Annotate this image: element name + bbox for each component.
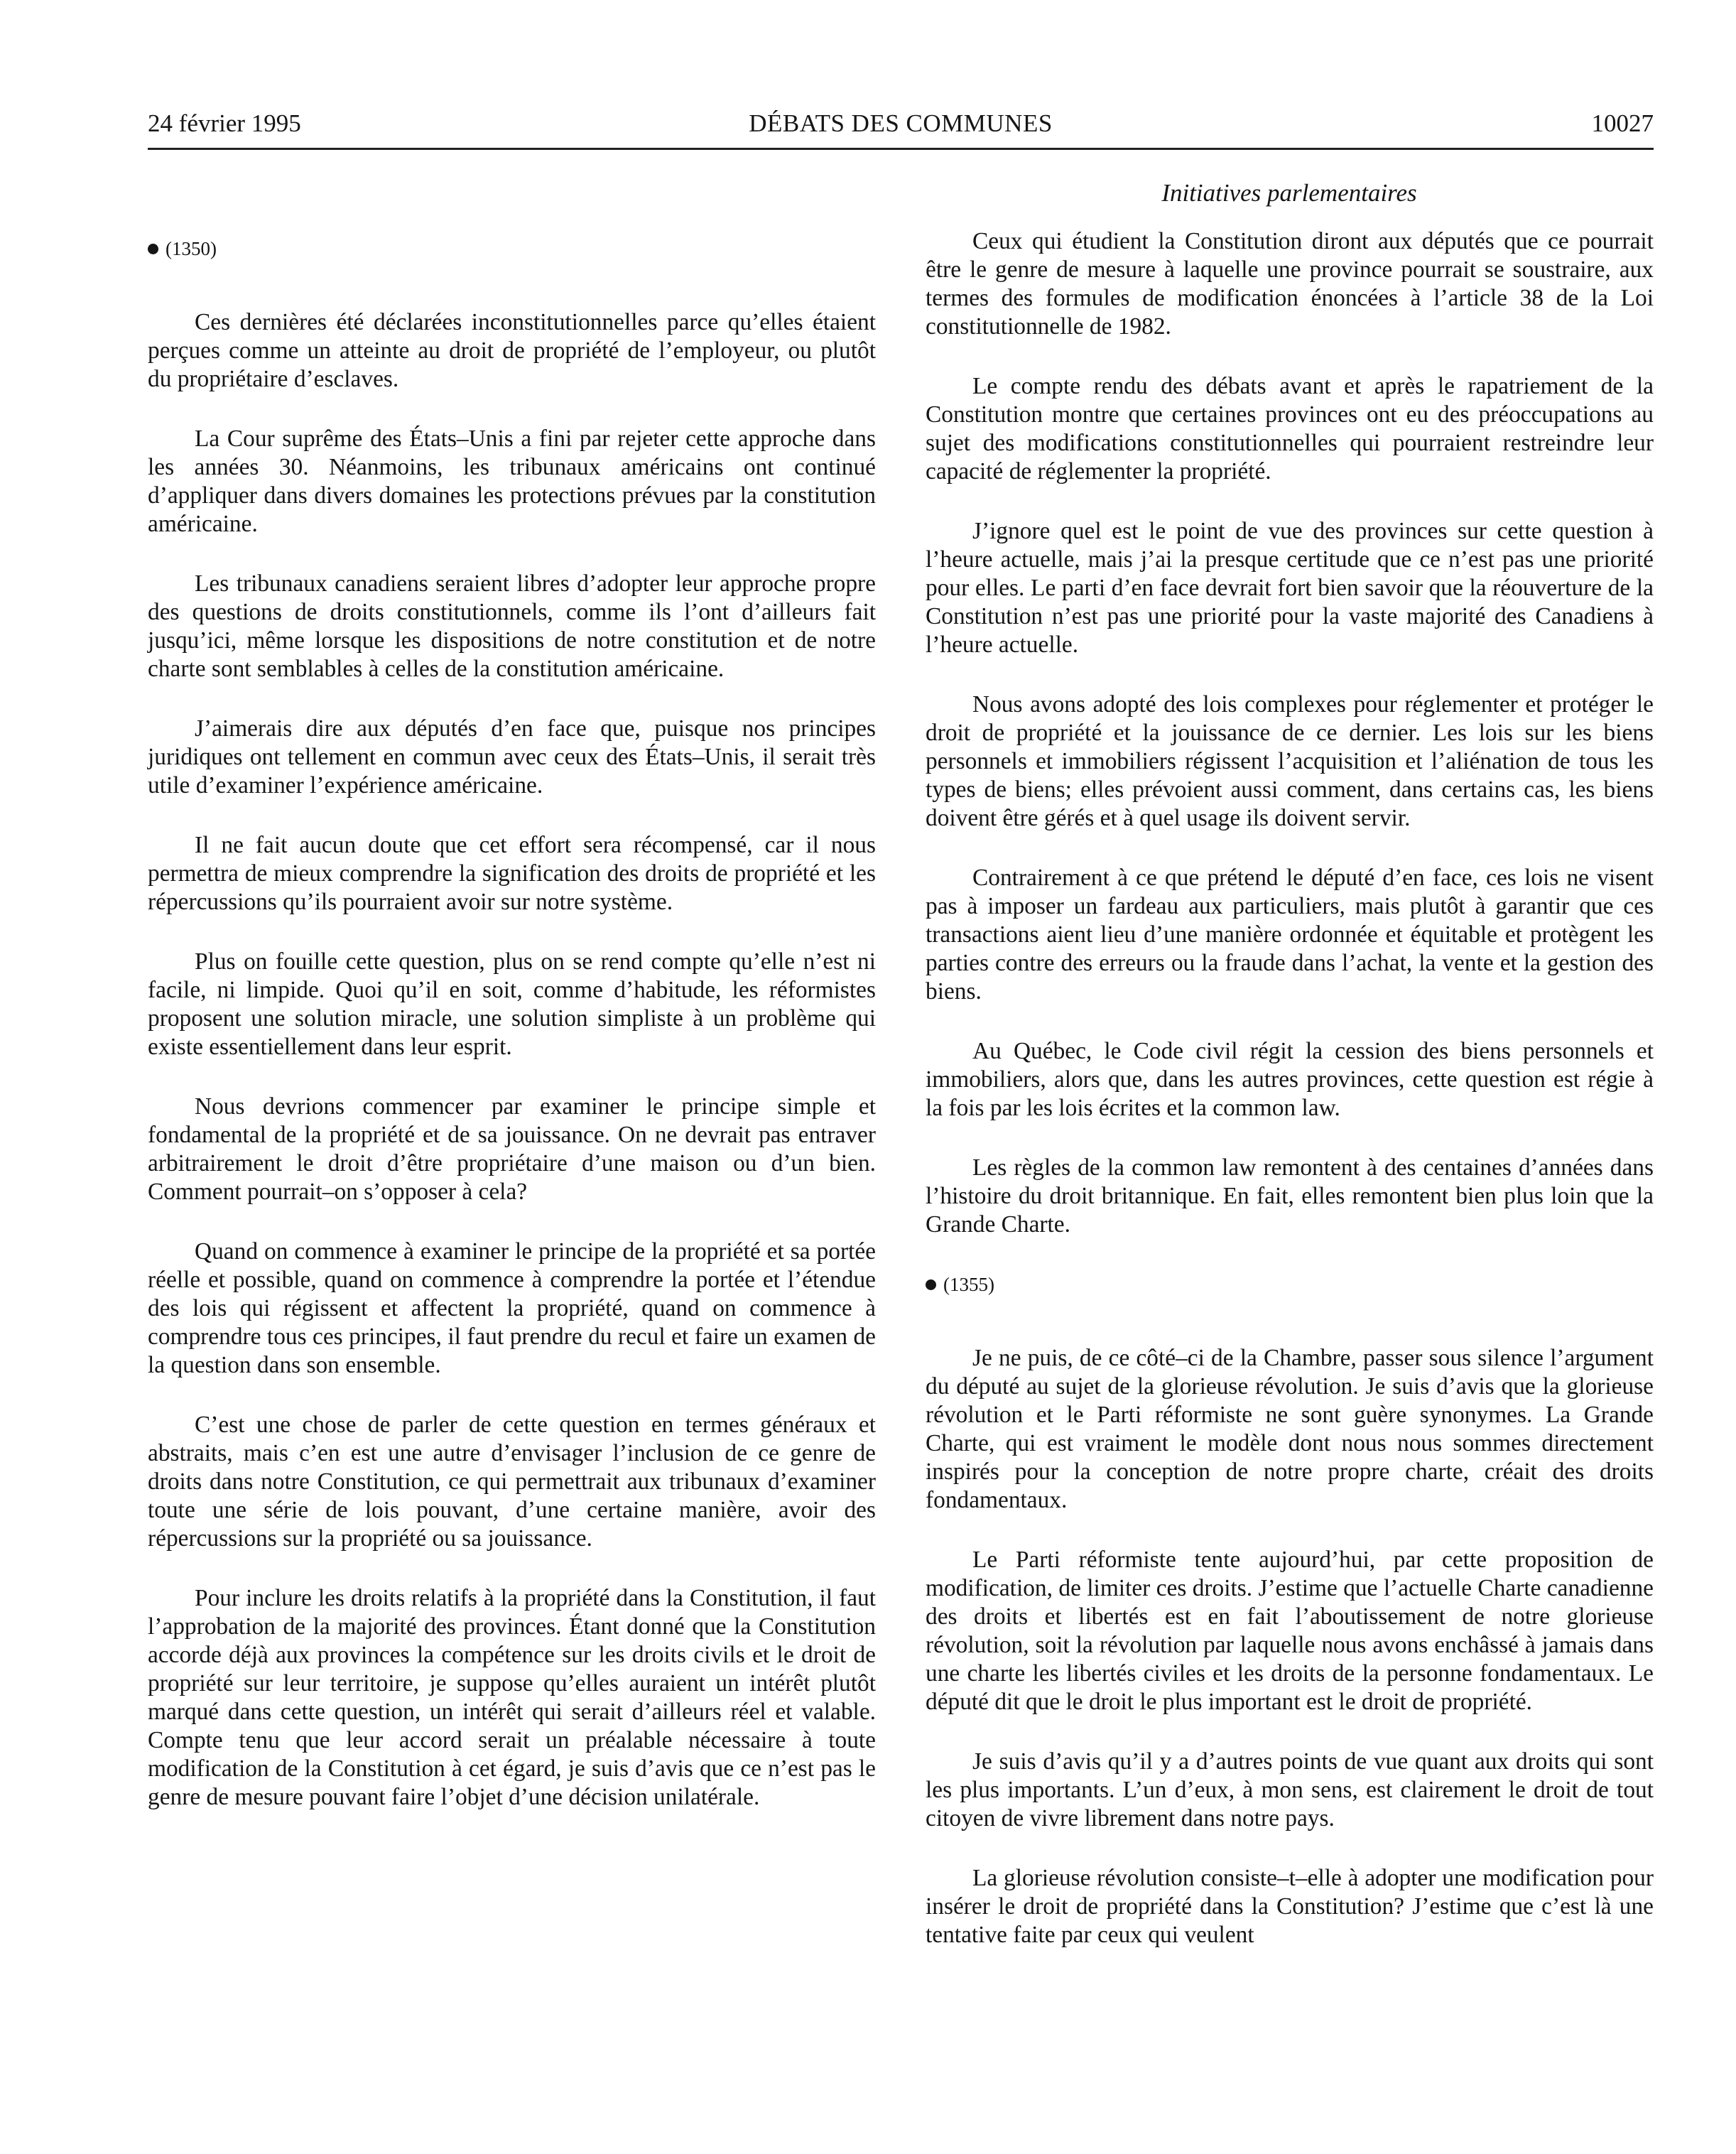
- header-publication: DÉBATS DES COMMUNES: [749, 109, 1053, 137]
- left-column: [148, 227, 876, 1843]
- bullet-icon: [148, 244, 158, 254]
- paragraph: Le compte rendu des débats avant et après le rapatriement de la Constitution montre que certaines provinces ont eu des préoccupations au sujet des modifications constitutionnelles qui pourraient restreindre leur capacité de réglementer la propriété.: [926, 373, 1654, 485]
- paragraph: Ces dernières été déclarées inconstitutionnelles parce qu’elles étaient perçues comme un atteinte au droit de propriété de l’employeur, ou plutôt du propriétaire d’esclaves.: [148, 309, 876, 392]
- paragraph: Nous devrions commencer par examiner le principe simple et fondamental de la propriété et de sa jouissance. On ne devrait pas entraver arbitrairement le droit d’être propriétaire d’une maison ou d’un bien. Comment pourrait–on s’opposer à cela?: [148, 1093, 876, 1205]
- header-page-number: 10027: [1591, 109, 1654, 137]
- right-column: [926, 227, 1654, 1981]
- running-header: [148, 102, 1654, 150]
- header-date: 24 février 1995: [148, 109, 301, 137]
- paragraph: J’aimerais dire aux députés d’en face que, puisque nos principes juridiques ont tellement en commun avec ceux des États–Unis, il serait très utile d’examiner l’expérience américaine.: [148, 715, 876, 799]
- paragraph: Ceux qui étudient la Constitution diront aux députés que ce pourrait être le genre de mesure à laquelle une province pourrait se soustraire, aux termes des formules de modification énoncées à l’article 38 de la Loi constitutionnelle de 1982.: [926, 228, 1654, 340]
- paragraph: Les règles de la common law remontent à des centaines d’années dans l’histoire du droit britannique. En fait, elles remontent bien plus loin que la Grande Charte.: [926, 1154, 1654, 1238]
- paragraph: La glorieuse révolution consiste–t–elle à adopter une modification pour insérer le droit de propriété dans la Constitution? J’estime que c’est là une tentative faite par ceux qui veulent: [926, 1865, 1654, 1948]
- paragraph: J’ignore quel est le point de vue des provinces sur cette question à l’heure actuelle, mais j’ai la presque certitude que ce n’est pas une priorité pour elles. Le parti d’en face devrait fort bien savoir que la réouverture de la Constitution n’est pas une priorité pour la vaste majorité des Canadiens à l’heure actuelle.: [926, 518, 1654, 658]
- paragraph: Il ne fait aucun doute que cet effort sera récompensé, car il nous permettra de mieux comprendre la signification des droits de propriété et les répercussions qu’ils pourraient avoir sur notre système.: [148, 832, 876, 915]
- paragraph: Au Québec, le Code civil régit la cession des biens personnels et immobiliers, alors que, dans les autres provinces, cette question est régie à la fois par les lois écrites et la common law.: [926, 1038, 1654, 1121]
- paragraph: Nous avons adopté des lois complexes pour réglementer et protéger le droit de propriété et la jouissance de ce dernier. Les lois sur les biens personnels et immobiliers régissent l’acquisition et l’aliénation de tous les types de biens; elles prévoient aussi comment, dans certains cas, les biens doivent être gérés et à quel usage ils doivent servir.: [926, 691, 1654, 831]
- paragraph: Je suis d’avis qu’il y a d’autres points de vue quant aux droits qui sont les plus importants. L’un d’eux, à mon sens, est clairement le droit de tout citoyen de vivre librement dans notre pays.: [926, 1748, 1654, 1831]
- paragraph: Plus on fouille cette question, plus on se rend compte qu’elle n’est ni facile, ni limpide. Quoi qu’il en soit, comme d’habitude, les réformistes proposent une solution miracle, une solution simpliste à un problème qui existe essentiellement dans leur esprit.: [148, 948, 876, 1060]
- time-marker-text: (1355): [943, 1274, 994, 1295]
- paragraph: Je ne puis, de ce côté–ci de la Chambre, passer sous silence l’argument du député au sujet de la glorieuse révolution. Je suis d’avis que la glorieuse révolution et le Parti réformiste ne sont guère synonymes. La Grande Charte, qui est vraiment le modèle dont nous nous sommes directement inspirés pour la conception de notre propre charte, créait des droits fondamentaux.: [926, 1345, 1654, 1513]
- paragraph: C’est une chose de parler de cette question en termes généraux et abstraits, mais c’en est une autre d’envisager l’inclusion de ce genre de droits dans notre Constitution, ce qui permettrait aux tribunaux d’examiner toute une série de lois pouvant, d’une certaine manière, avoir des répercussions sur la propriété ou sa jouissance.: [148, 1412, 876, 1552]
- section-title: Initiatives parlementaires: [1161, 179, 1417, 207]
- time-marker: [148, 234, 876, 263]
- bullet-icon: [926, 1279, 936, 1290]
- time-marker-text: (1350): [166, 238, 217, 259]
- paragraph: Les tribunaux canadiens seraient libres d’adopter leur approche propre des questions de droits constitutionnels, comme ils l’ont d’ailleurs fait jusqu’ici, même lorsque les dispositions de notre constitution et de notre charte sont semblables à celles de la constitution américaine.: [148, 570, 876, 682]
- paragraph: Pour inclure les droits relatifs à la propriété dans la Constitution, il faut l’approbation de la majorité des provinces. Étant donné que la Constitution accorde déjà aux provinces la compétence sur les droits civils et le droit de propriété sur leur territoire, je suppose qu’elles auraient un intérêt plutôt marqué dans cette question, un intérêt qui serait d’ailleurs réel et valable. Compte tenu que leur accord serait un préalable nécessaire à toute modification de la Constitution à cet égard, je suis d’avis que ce n’est pas le genre de mesure pouvant faire l’objet d’une décision unilatérale.: [148, 1585, 876, 1810]
- paragraph: Le Parti réformiste tente aujourd’hui, par cette proposition de modification, de limiter ces droits. J’estime que l’actuelle Charte canadienne des droits et libertés est en fait l’aboutissement de notre glorieuse révolution, soit la révolution par laquelle nous avons enchâssé à jamais dans une charte les libertés civiles et les droits de la personne fondamentaux. Le député dit que le droit le plus important est le droit de propriété.: [926, 1547, 1654, 1715]
- paragraph: La Cour suprême des États–Unis a fini par rejeter cette approche dans les années 30. Néanmoins, les tribunaux américains ont continué d’appliquer dans divers domaines les protections prévues par la constitution américaine.: [148, 426, 876, 537]
- paragraph: Quand on commence à examiner le principe de la propriété et sa portée réelle et possible, quand on commence à comprendre la portée et l’étendue des lois qui régissent et affectent la propriété, quand on commence à comprendre tous ces principes, il faut prendre du recul et faire un examen de la question dans son ensemble.: [148, 1238, 876, 1378]
- time-marker: [926, 1270, 1654, 1299]
- paragraph: Contrairement à ce que prétend le député d’en face, ces lois ne visent pas à imposer un fardeau aux particuliers, mais plutôt à garantir que ces transactions aient lieu d’une manière ordonnée et équitable et protègent les parties contre des erreurs ou la fraude dans l’achat, la vente et la gestion des biens.: [926, 865, 1654, 1005]
